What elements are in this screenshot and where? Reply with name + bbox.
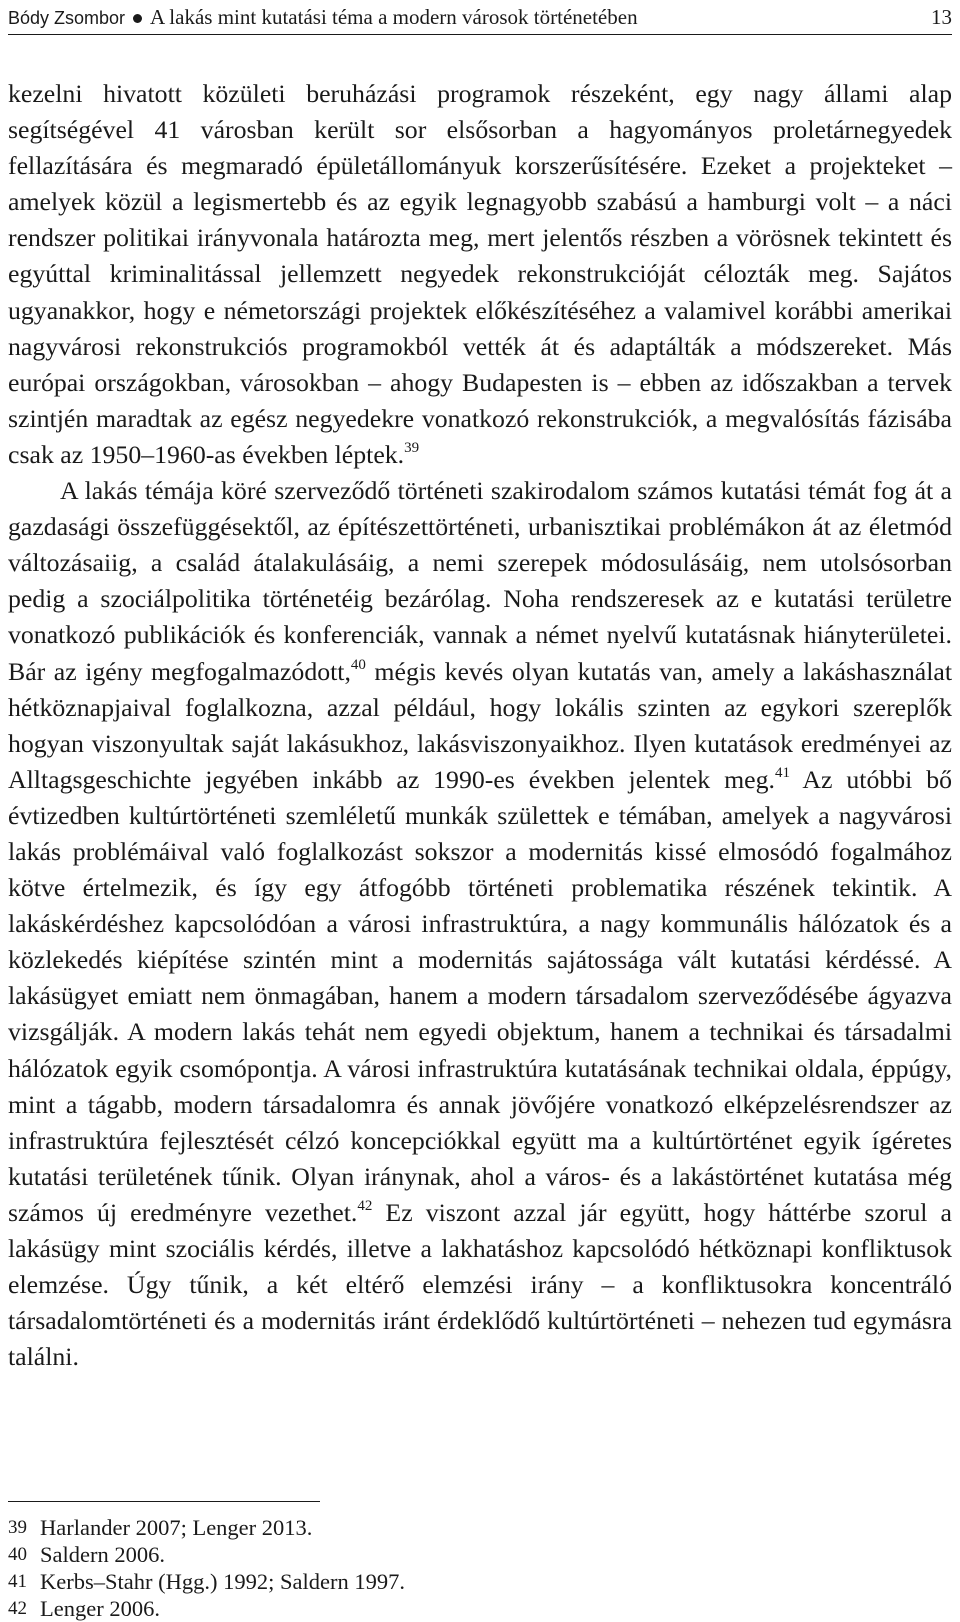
footnote-text: Harlander 2007; Lenger 2013. <box>40 1515 313 1540</box>
footnote-number: 40 <box>8 1544 27 1565</box>
footnote-ref-40[interactable]: 40 <box>350 656 366 673</box>
footnote-text: Kerbs–Stahr (Hgg.) 1992; Saldern 1997. <box>40 1569 405 1594</box>
footnote-ref-39[interactable]: 39 <box>404 439 420 456</box>
paragraph-1 <box>8 76 952 473</box>
footnote-number: 41 <box>8 1571 27 1592</box>
footnote-text: Saldern 2006. <box>40 1542 165 1567</box>
footnote-number: 42 <box>8 1598 27 1619</box>
paragraph-2-text-c: Az utóbbi bő évtizedben kultúrtörténeti szemléletű munkák születtek e témában, amelyek a nagyvárosi lakás problémáival való foglalkozást sokszor a modernitás kissé elmosódó fogalmához kötve értelmezik, és így egy átfogóbb történeti problematika részének tekintik. A lakáskérdéshez kapcsolódóan a városi infrastruktúra, a nagy kommunális hálózatok és a közlekedés kiépítése szintén mint a modernitás sajátossága vált kutatási kérdéssé. A lakásügyet emiatt nem önmagában, hanem a modern társadalom szerveződésébe ágyazva vizsgálják. A modern lakás tehát nem egyedi objektum, hanem a technikai és társadalmi hálózatok egyik csomópontja. A városi infrastruktúra kutatásának technikai oldala, éppúgy, mint a tágabb, modern társadalomra és annak jövőjére vonatkozó elképzelésrendszer az infrastruktúra fejlesztését célzó koncepciókkal együtt ma a kultúrtörténet egyik ígéretes kutatási területének tűnik. Olyan iránynak, ahol a város- és a lakástörténet kutatása még számos új eredményre vezethet. <box>8 764 952 1227</box>
header-author: Bódy Zsombor <box>8 8 126 28</box>
paragraph-2 <box>8 473 952 1375</box>
bullet-icon <box>133 14 142 23</box>
running-header <box>8 2 952 32</box>
header-divider <box>8 34 952 35</box>
page-number: 13 <box>931 5 952 29</box>
paragraph-2-text-b: mégis kevés olyan kutatás van, amely a lakáshasználat hétköznapjaival foglalkozna, azzal például, hogy lokális szinten az egykori szereplők hogyan viszonyultak saját lakásukhoz, lakásviszonyaikhoz. Ilyen kutatások eredményei az Alltagsgeschichte jegyében inkább az 1990-es években jelentek meg. <box>8 656 953 794</box>
footnote-item <box>8 1514 952 1541</box>
footnote-item <box>8 1541 952 1568</box>
footnote-divider <box>8 1501 320 1502</box>
paragraph-1-text: kezelni hivatott közületi beruházási programok részeként, egy nagy állami alap segítségével 41 városban került sor elsősorban a hagyományos proletárnegyedek fellazítására és megmaradó épületállományuk korszerűsítésére. Ezeket a projekteket – amelyek közül a legismertebb és az egyik legnagyobb szabású a hamburgi volt – a náci rendszer politikai irányvonala határozta meg, mert jelentős részben a vörösnek tekintett és egyúttal kriminalitással jellemzett negyedek rekonstrukcióját célozták meg. Sajátos ugyanakkor, hogy e németországi projektek előkészítéséhez a valamivel korábbi amerikai nagyvárosi rekonstrukciós programokból vették át és adaptálták a módszereket. Más európai országokban, városokban – ahogy Budapesten is – ebben az időszakban a tervek szintjén maradtak az egész negyedekre vonatkozó rekonstrukciók, a megvalósítás fázisába csak az 1950–1960-as években léptek. <box>8 79 952 469</box>
footnote-text: Lenger 2006. <box>40 1596 160 1621</box>
body-text <box>8 76 952 1375</box>
header-title: A lakás mint kutatási téma a modern városok történetében <box>150 5 638 29</box>
paragraph-2-text-d: Ez viszont azzal jár együtt, hogy háttérbe szorul a lakásügy mint szociális kérdés, illetve a lakhatáshoz kapcsolódó hétköznapi konfliktusok elemzése. Úgy tűnik, a két eltérő elemzési irány – a konfliktusokra koncentráló társadalomtörténeti és a modernitás iránt érdeklődő kultúrtörténeti – nehezen tud egymásra találni. <box>8 1197 952 1372</box>
footnote-ref-41[interactable]: 41 <box>774 764 790 781</box>
footnote-number: 39 <box>8 1517 27 1538</box>
footnotes <box>8 1514 952 1622</box>
footnote-item <box>8 1595 952 1622</box>
paragraph-2-text-a: A lakás témája köré szerveződő történeti szakirodalom számos kutatási témát fog át a gazdasági összefüggésektől, az építészettörténeti, urbanisztikai problémákon át az életmód változásaiig, a család átalakulásáig, a nemi szerepek módosulásáig, nem utolsósorban pedig a szociálpolitika történetéig bezárólag. Noha rendszeresek az e kutatási területre vonatkozó publikációk és konferenciák, vannak a német nyelvű kutatásnak hiányterületei. Bár az igény megfogalmazódott, <box>8 476 952 686</box>
footnote-ref-42[interactable]: 42 <box>357 1197 373 1214</box>
